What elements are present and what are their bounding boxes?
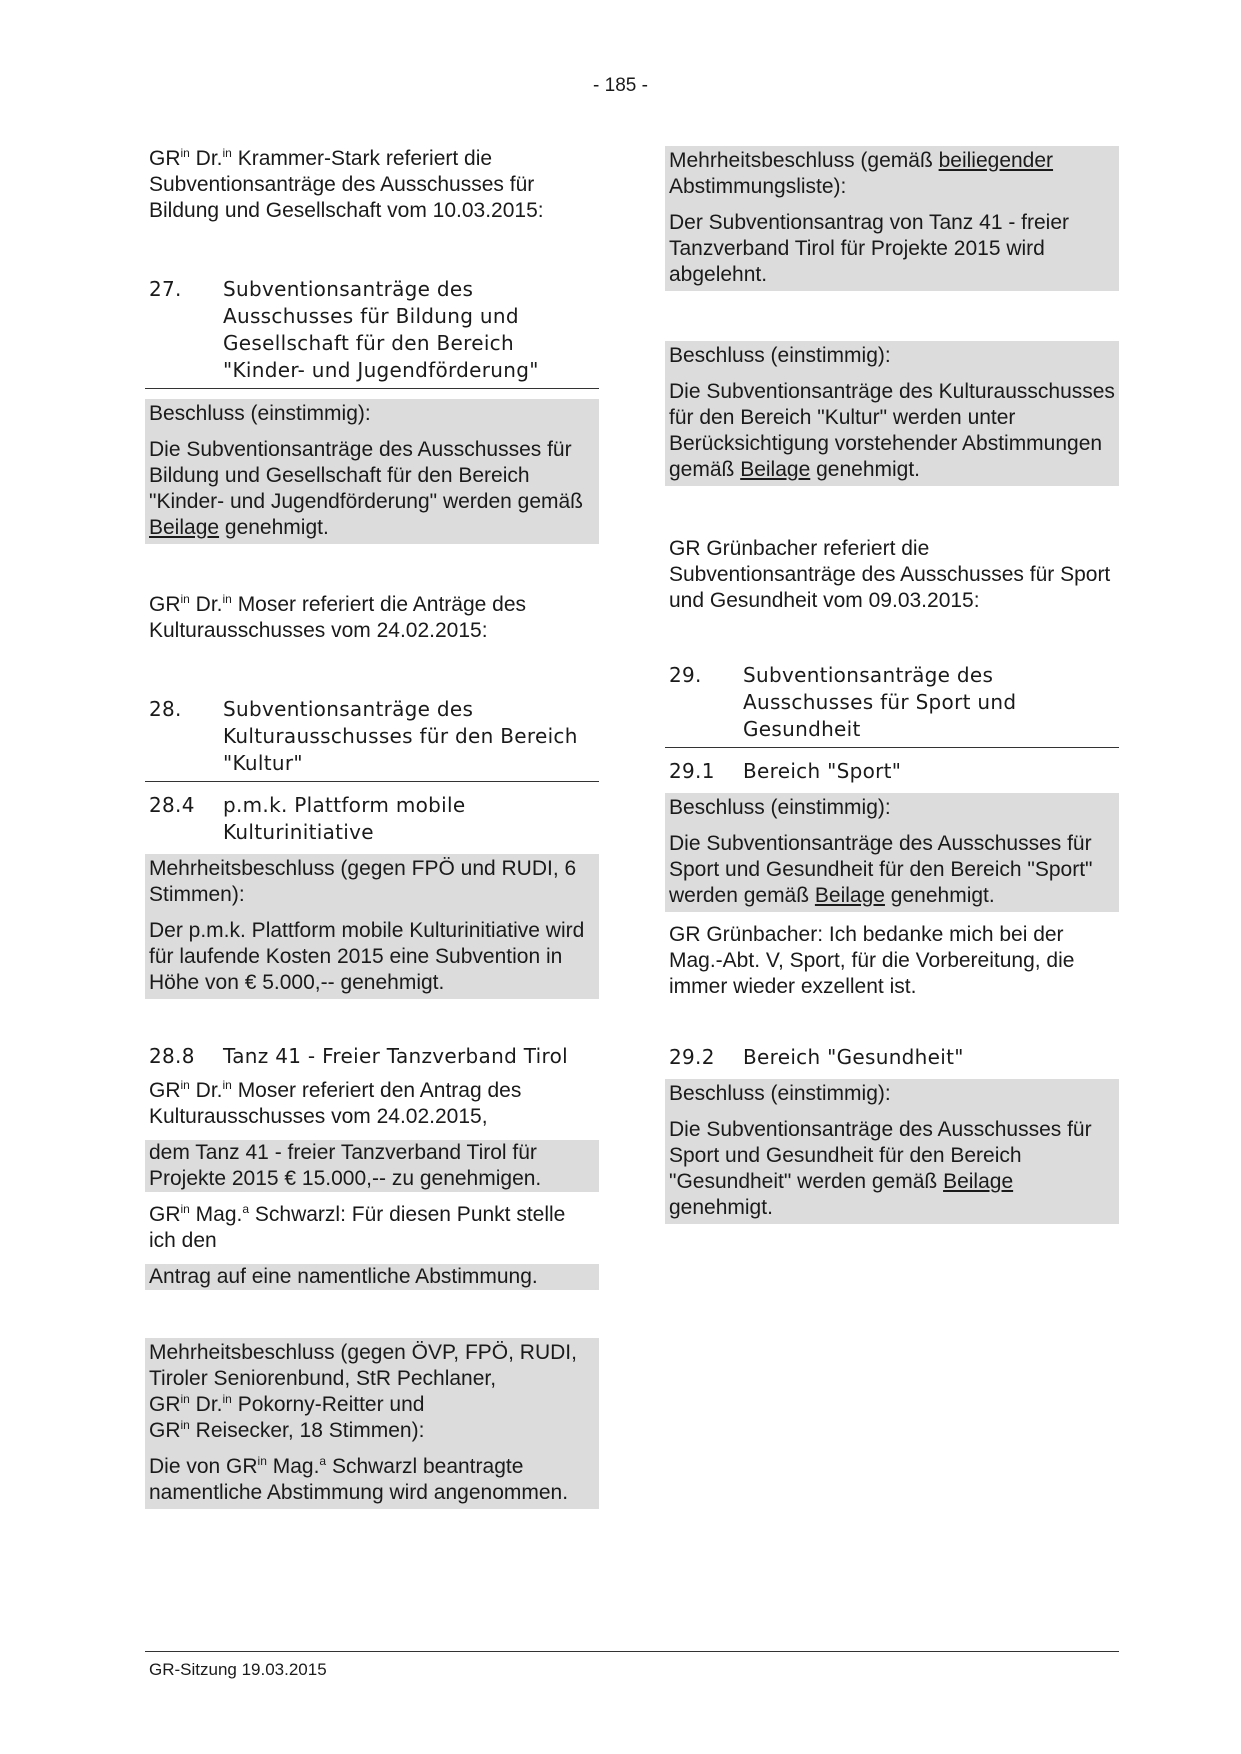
resolution-heading: Mehrheitsbeschluss (gegen FPÖ und RUDI, 6 Stimmen): — [149, 857, 577, 906]
item-number: 29. — [669, 663, 702, 687]
intro-gruenbacher: GR Grünbacher referiert die Subventionsanträge des Ausschusses für Sport und Gesundheit vom 09.03.2015: — [669, 537, 1111, 612]
item-title: Subventionsanträge des Kulturausschusses für den Bereich "Kultur" — [223, 697, 578, 775]
resolution-heading: Mehrheitsbeschluss (gegen ÖVP, FPÖ, RUDI, Tiroler Seniorenbund, StR Pechlaner, $GR^{in}$ Dr.$^{in}$ Pokorny-Reitter und $GR^{in}$ Reisecker, 18 Stimmen): — [149, 1341, 577, 1442]
resolution-29-2 — [665, 1079, 1119, 1224]
motion-roll-call: Antrag auf eine namentliche Abstimmung. — [145, 1264, 599, 1290]
footer-divider — [145, 1651, 1119, 1652]
resolution-text: Die Subventionsanträge des Ausschusses für Sport und Gesundheit für den Bereich "Sport" werden gemäß Beilage genehmigt. — [669, 832, 1093, 907]
resolution-roll-call — [145, 1338, 599, 1509]
item-number: 29.1 — [669, 759, 715, 783]
resolution-heading: Mehrheitsbeschluss (gemäß beiliegender Abstimmungsliste): — [669, 149, 1054, 198]
item-title: p.m.k. Plattform mobile Kulturinitiative — [223, 793, 466, 844]
motion-text: dem Tanz 41 - freier Tanzverband Tirol für Projekte 2015 € 15.000,-- zu genehmigen. — [145, 1140, 599, 1192]
beiliegender-link[interactable]: beiliegender — [938, 149, 1054, 172]
left-column — [145, 146, 599, 1509]
agenda-item-28-4 — [145, 792, 599, 846]
resolution-heading: Beschluss (einstimmig): — [149, 402, 371, 425]
item-number: 29.2 — [669, 1045, 715, 1069]
item-number: 27. — [149, 277, 182, 301]
intro-moser-2: $GR^{in}$ Dr.$^{in}$ Moser referiert den Antrag des Kulturausschusses vom 24.02.2015, — [149, 1078, 522, 1128]
item-title: Tanz 41 - Freier Tanzverband Tirol — [223, 1044, 568, 1068]
agenda-item-29-2 — [665, 1044, 1119, 1071]
resolution-heading: Beschluss (einstimmig): — [669, 344, 891, 367]
agenda-item-29 — [665, 662, 1119, 748]
resolution-heading: Beschluss (einstimmig): — [669, 796, 891, 819]
intro-moser-1: $GR^{in}$ Dr.$^{in}$ Moser referiert die Anträge des Kulturausschusses vom 24.02.2015: — [149, 592, 527, 642]
agenda-item-28-8 — [145, 1043, 599, 1070]
resolution-27 — [145, 399, 599, 544]
item-number: 28.8 — [149, 1044, 195, 1068]
statement-gruenbacher: GR Grünbacher: Ich bedanke mich bei der Mag.-Abt. V, Sport, für die Vorbereitung, die immer wieder exzellent ist. — [669, 923, 1075, 998]
resolution-text: Die von $GR^{in}$ Mag.$^a$ Schwarzl beantragte namentliche Abstimmung wird angenommen. — [149, 1454, 569, 1504]
agenda-item-29-1 — [665, 758, 1119, 785]
resolution-text: Der p.m.k. Plattform mobile Kulturinitiative wird für laufende Kosten 2015 eine Subvention in Höhe von € 5.000,-- genehmigt. — [149, 919, 585, 994]
intro-krammer-stark: $GR^{in}$ Dr.$^{in}$ Krammer-Stark referiert die Subventionsanträge des Ausschusses für Bildung und Gesellschaft vom 10.03.2015: — [149, 146, 544, 222]
item-title: Subventionsanträge des Ausschusses für Sport und Gesundheit — [743, 663, 1017, 741]
beilage-link[interactable]: Beilage — [943, 1170, 1014, 1193]
resolution-text: Die Subventionsanträge des Kulturausschusses für den Bereich "Kultur" werden unter Berücksichtigung vorstehender Abstimmungen gemäß Beilage genehmigt. — [669, 380, 1115, 481]
resolution-29-1 — [665, 793, 1119, 912]
item-number: 28.4 — [149, 793, 195, 817]
item-title: Subventionsanträge des Ausschusses für Bildung und Gesellschaft für den Bereich "Kinder- und Jugendförderung" — [223, 277, 539, 382]
resolution-heading: Beschluss (einstimmig): — [669, 1082, 891, 1105]
item-title: Bereich "Gesundheit" — [743, 1045, 964, 1069]
agenda-item-28 — [145, 696, 599, 782]
beilage-link[interactable]: Beilage — [740, 458, 811, 481]
resolution-kultur — [665, 341, 1119, 486]
resolution-text: Die Subventionsanträge des Ausschusses für Sport und Gesundheit für den Bereich "Gesundheit" werden gemäß Beilage genehmigt. — [669, 1118, 1092, 1219]
resolution-text: Der Subventionsantrag von Tanz 41 - freier Tanzverband Tirol für Projekte 2015 wird abgelehnt. — [669, 211, 1070, 286]
item-title: Bereich "Sport" — [743, 759, 902, 783]
resolution-tanz41 — [665, 146, 1119, 291]
right-column — [665, 146, 1119, 1224]
statement-schwarzl: $GR^{in}$ Mag.$^a$ Schwarzl: Für diesen Punkt stelle ich den — [149, 1202, 566, 1252]
page-number: - 185 - — [593, 75, 648, 96]
agenda-item-27 — [145, 276, 599, 389]
beilage-link[interactable]: Beilage — [814, 884, 885, 907]
item-number: 28. — [149, 697, 182, 721]
resolution-28-4 — [145, 854, 599, 999]
resolution-text: Die Subventionsanträge des Ausschusses für Bildung und Gesellschaft für den Bereich "Kinder- und Jugendförderung" werden gemäß Beilage genehmigt. — [149, 438, 584, 539]
footer-text: GR-Sitzung 19.03.2015 — [149, 1660, 327, 1679]
beilage-link[interactable]: Beilage — [149, 516, 220, 539]
